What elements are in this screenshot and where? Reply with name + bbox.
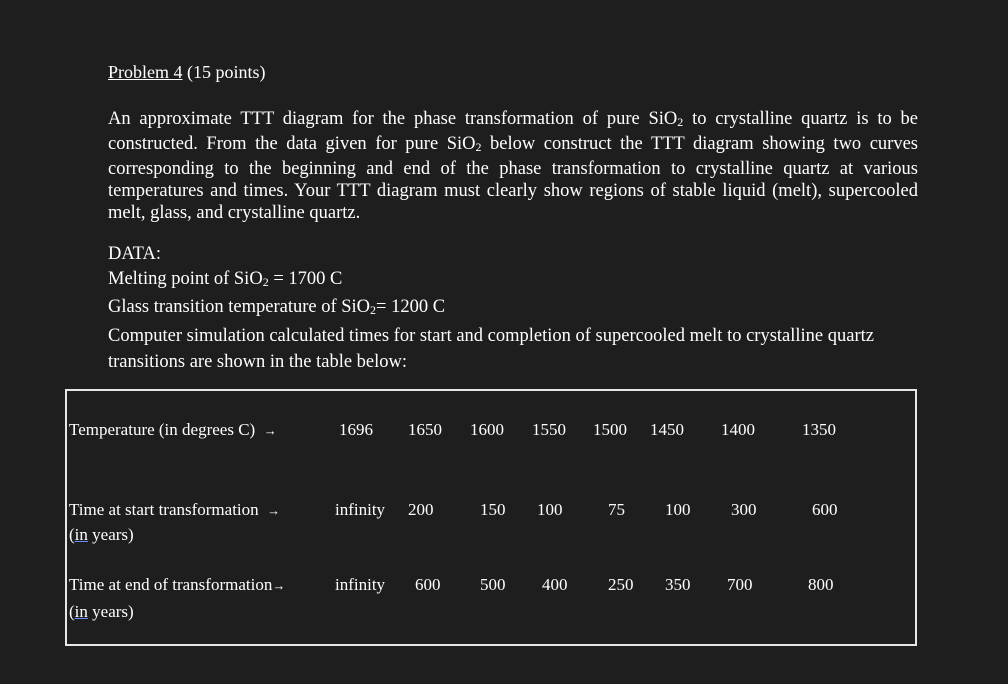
start-cell: 150 xyxy=(480,500,506,519)
temp-cell: 1500 xyxy=(593,420,627,439)
data-section xyxy=(108,242,928,375)
problem-title xyxy=(108,60,266,84)
start-cell: 100 xyxy=(537,500,563,519)
problem-number: Problem 4 xyxy=(108,62,183,82)
temp-cell: 1650 xyxy=(408,420,442,439)
temp-cell: 1600 xyxy=(470,420,504,439)
melting-point: Melting point of SiO$_2$ = 1700 C xyxy=(108,269,343,289)
end-cell: 500 xyxy=(480,575,506,594)
temp-cell: 1696 xyxy=(339,420,373,439)
temp-cell: 1550 xyxy=(532,420,566,439)
start-row-units: (in years) xyxy=(69,525,134,544)
data-table xyxy=(65,389,917,646)
start-cell: 100 xyxy=(665,500,691,519)
start-cell: 600 xyxy=(812,500,838,519)
end-cell: 250 xyxy=(608,575,634,594)
temp-cell: 1350 xyxy=(802,420,836,439)
simulation-note: Computer simulation calculated times for start and completion of supercooled melt to crystalline quartz transitions are shown in the table below: xyxy=(108,326,874,372)
end-cell: 600 xyxy=(415,575,441,594)
end-row-label: Time at end of transformation→ xyxy=(69,575,286,594)
problem-points: (15 points) xyxy=(187,62,266,82)
end-cell: 800 xyxy=(808,575,834,594)
temp-cell: 1450 xyxy=(650,420,684,439)
temp-row-label: Temperature (in degrees C) → xyxy=(69,420,277,439)
end-cell: 700 xyxy=(727,575,753,594)
start-cell: infinity xyxy=(335,500,386,519)
end-cell: infinity xyxy=(335,575,386,594)
start-cell: 75 xyxy=(608,500,625,519)
end-cell: 350 xyxy=(665,575,691,594)
end-cell: 400 xyxy=(542,575,568,594)
end-row-units: (in years) xyxy=(69,602,134,621)
start-cell: 300 xyxy=(731,500,757,519)
start-cell: 200 xyxy=(408,500,434,519)
start-row-label: Time at start transformation → xyxy=(69,500,281,519)
glass-transition: Glass transition temperature of SiO$_2$= 1200 C xyxy=(108,297,446,317)
data-heading: DATA: xyxy=(108,244,161,264)
problem-description: An approximate TTT diagram for the phase transformation of pure SiO$_2$ to crystalline quartz is to be constructed. From the data given for pure SiO$_2$ below construct the TTT diagram showing two curves corresponding to the beginning and end of the phase transformation to crystalline quartz at various temperatures and times. Your TTT diagram must clearly show regions of stable liquid (melt), supercooled melt, glass, and crystalline quartz. xyxy=(108,109,919,223)
temp-cell: 1400 xyxy=(721,420,755,439)
